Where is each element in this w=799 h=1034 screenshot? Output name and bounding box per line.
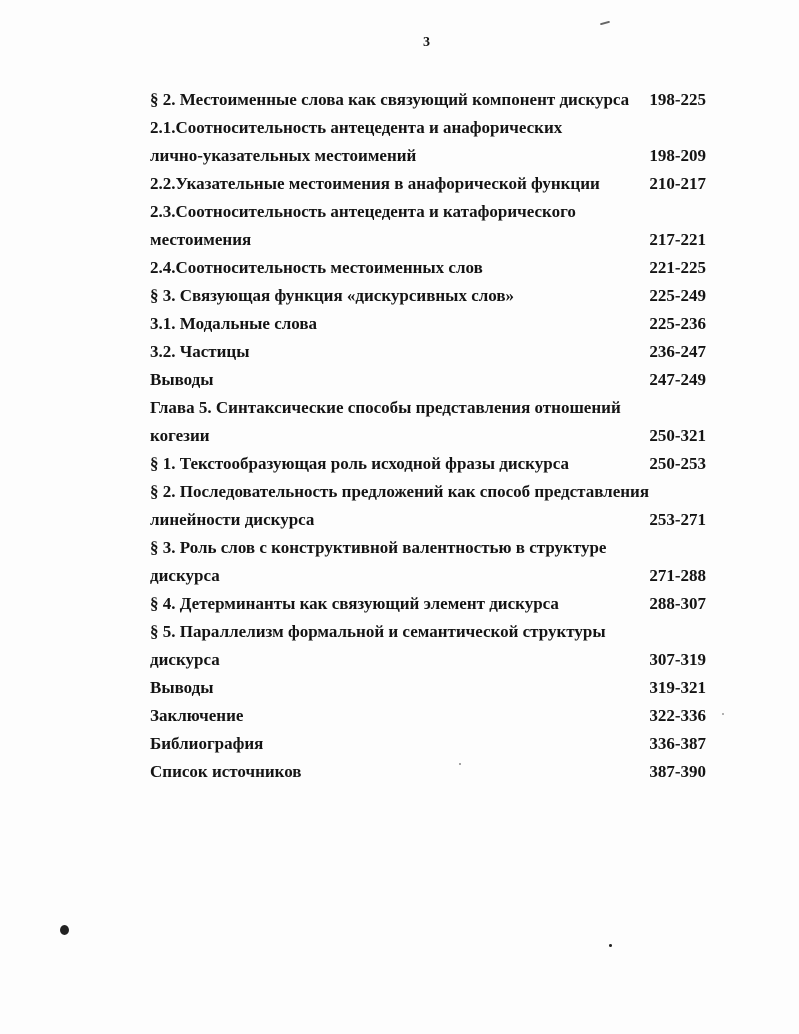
scan-speck (459, 763, 461, 765)
toc-entry (150, 394, 710, 422)
toc-entry-pages: 198-209 (649, 146, 706, 165)
toc-entry-title: Выводы (150, 370, 214, 389)
toc-entry-title: 2.2.Указательные местоимения в анафорической функции (150, 174, 600, 193)
page-number: 3 (423, 35, 430, 50)
toc-entry-title: дискурса (150, 566, 220, 585)
toc-entry-pages: 198-225 (649, 90, 706, 109)
toc-entry-title: § 2. Последовательность предложений как способ представления (150, 482, 650, 501)
toc-entry-title: Заключение (150, 706, 244, 725)
toc-entry-pages: 221-225 (649, 258, 706, 277)
toc-entry-title: § 3. Роль слов с конструктивной валентностью в структуре (150, 538, 607, 557)
toc-entry (150, 114, 710, 142)
toc-entry (150, 422, 710, 450)
toc-entry-title: § 2. Местоименные слова как связующий компонент дискурса (150, 90, 630, 109)
toc-entry-pages: 307-319 (649, 650, 706, 669)
toc-entry-pages: 387-390 (649, 762, 706, 781)
toc-entry (150, 758, 710, 786)
toc-entry (150, 86, 710, 114)
scan-speck (60, 925, 69, 935)
toc-entry-title: 3.1. Модальные слова (150, 314, 318, 333)
toc-entry (150, 254, 710, 282)
toc-entry-title: § 3. Связующая функция «дискурсивных слов» (150, 286, 515, 305)
toc-entry (150, 170, 710, 198)
toc-entry (150, 646, 710, 674)
toc-entry-pages: 319-321 (649, 678, 706, 697)
toc-entry (150, 534, 710, 562)
toc-entry (150, 702, 710, 730)
toc-entry-pages: 250-321 (649, 426, 706, 445)
scan-speck (600, 21, 610, 26)
toc-entry (150, 618, 710, 646)
toc-entry-title: 2.1.Соотносительность антецедента и анафорических (150, 118, 563, 137)
toc-entry (150, 590, 710, 618)
toc-entry-title: § 5. Параллелизм формальной и семантической структуры (150, 622, 606, 641)
toc-entry (150, 142, 710, 170)
toc-entry (150, 450, 710, 478)
toc-entry-pages: 225-249 (649, 286, 706, 305)
toc-entry (150, 674, 710, 702)
toc-entry (150, 730, 710, 758)
toc-entry-pages: 253-271 (649, 510, 706, 529)
toc-entry (150, 366, 710, 394)
toc-entry (150, 506, 710, 534)
toc-entry-title: § 1. Текстообразующая роль исходной фразы дискурса (150, 454, 569, 473)
table-of-contents (150, 86, 710, 786)
toc-entry-pages: 217-221 (649, 230, 706, 249)
toc-entry-pages: 322-336 (649, 706, 706, 725)
scan-speck (722, 713, 724, 715)
toc-entry-title: Библиография (150, 734, 264, 753)
toc-entry-pages: 210-217 (649, 174, 706, 193)
toc-entry-pages: 271-288 (649, 566, 706, 585)
toc-entry (150, 478, 710, 506)
toc-entry-title: 2.4.Соотносительность местоименных слов (150, 258, 483, 277)
toc-entry (150, 338, 710, 366)
toc-entry (150, 562, 710, 590)
toc-entry-title: лично-указательных местоимений (150, 146, 417, 165)
toc-entry-title: местоимения (150, 230, 252, 249)
toc-entry-pages: 288-307 (649, 594, 706, 613)
toc-entry-pages: 336-387 (649, 734, 706, 753)
toc-entry-title: когезии (150, 426, 210, 445)
toc-entry-title: дискурса (150, 650, 220, 669)
toc-entry-pages: 236-247 (649, 342, 706, 361)
toc-entry (150, 310, 710, 338)
toc-entry (150, 198, 710, 226)
toc-entry-title: Глава 5. Синтаксические способы представления отношений (150, 398, 621, 417)
toc-entry-title: § 4. Детерминанты как связующий элемент дискурса (150, 594, 559, 613)
toc-entry-title: 3.2. Частицы (150, 342, 250, 361)
toc-entry-pages: 225-236 (649, 314, 706, 333)
toc-entry-title: линейности дискурса (150, 510, 315, 529)
scan-speck (609, 944, 612, 947)
toc-entry-title: Выводы (150, 678, 214, 697)
toc-entry-pages: 250-253 (649, 454, 706, 473)
toc-entry-title: 2.3.Соотносительность антецедента и катафорического (150, 202, 576, 221)
toc-entry (150, 226, 710, 254)
toc-entry-pages: 247-249 (649, 370, 706, 389)
toc-entry-title: Список источников (150, 762, 302, 781)
toc-entry (150, 282, 710, 310)
